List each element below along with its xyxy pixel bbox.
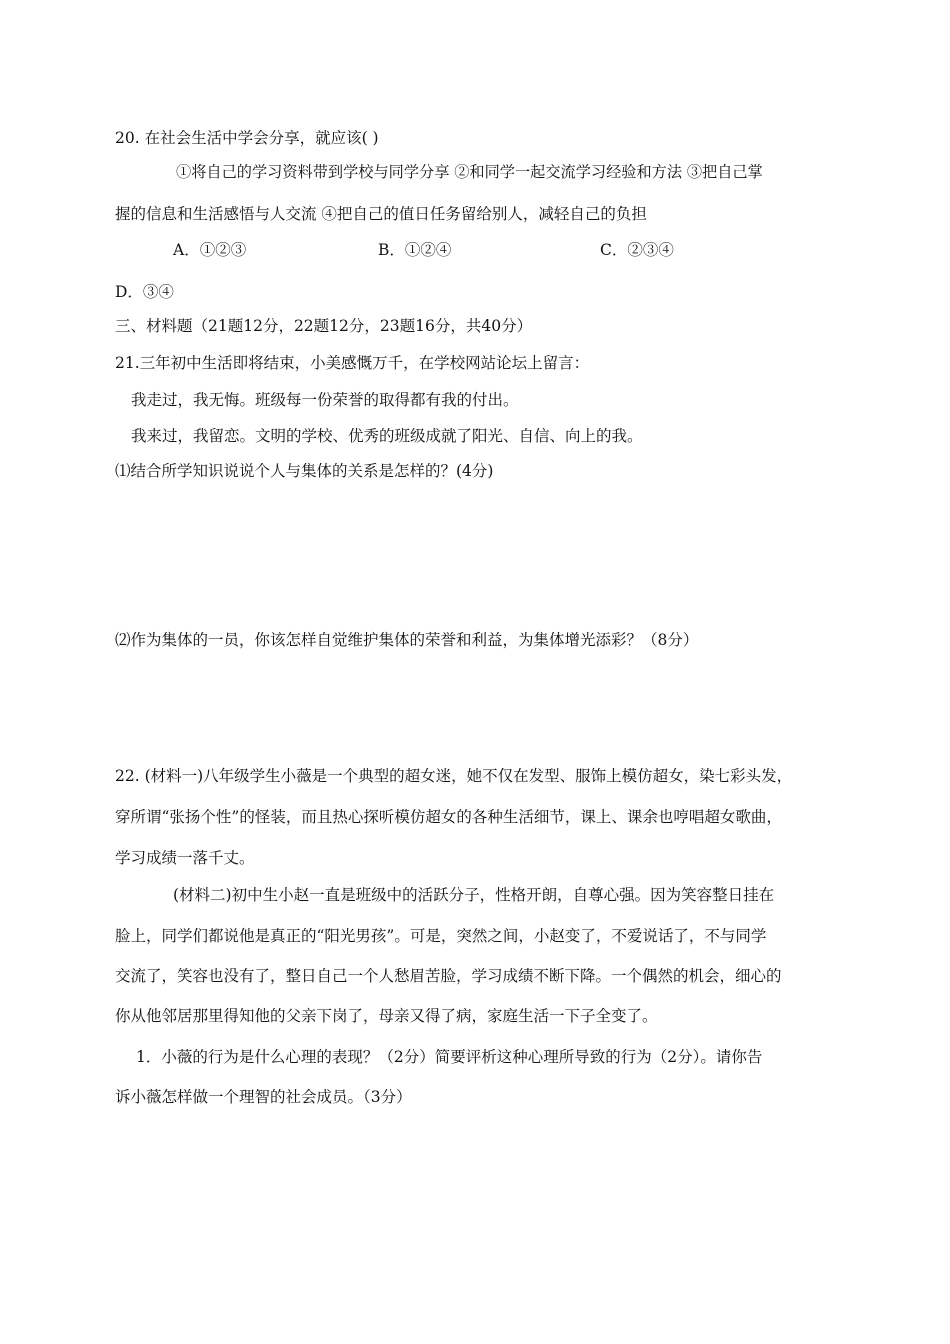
q22-material2-line2: 脸上，同学们都说他是真正的“阳光男孩”。可是，突然之间，小赵变了，不爱说话了，不与同学 xyxy=(115,927,767,945)
q22-material2-line3: 交流了，笑容也没有了，整日自己一个人愁眉苦脸，学习成绩不断下降。一个偶然的机会，细心的 xyxy=(115,967,782,985)
q21-sub-question1: ⑴结合所学知识说说个人与集体的关系是怎样的？(4分) xyxy=(115,462,494,480)
q20-stem: 20. 在社会生活中学会分享，就应该( ) xyxy=(115,129,379,147)
q22-sub-question1-line1: 1．小薇的行为是什么心理的表现？（2分）简要评析这种心理所导致的行为（2分）。请你告 xyxy=(136,1048,763,1066)
q20-option-c: C．②③④ xyxy=(600,241,674,259)
q22-material1-line2: 穿所谓“张扬个性”的怪装，而且热心探听模仿超女的各种生活细节，课上、课余也哼唱超女歌曲， xyxy=(115,808,782,826)
q21-stem: 21.三年初中生活即将结束，小美感慨万千，在学校网站论坛上留言： xyxy=(115,354,590,372)
section-3-heading: 三、材料题（21题12分，22题12分，23题16分，共40分） xyxy=(115,317,533,335)
q20-option-a: A．①②③ xyxy=(173,241,247,259)
q22-material2-line1: (材料二)初中生小赵一直是班级中的活跃分子，性格开朗，自尊心强。因为笑容整日挂在 xyxy=(173,886,775,904)
q20-statement-line2: 握的信息和生活感悟与人交流 ④把自己的值日任务留给别人，减轻自己的负担 xyxy=(115,205,647,223)
q20-option-d: D．③④ xyxy=(115,283,174,301)
q20-statement-line1: ①将自己的学习资料带到学校与同学分享 ②和同学一起交流学习经验和方法 ③把自己掌 xyxy=(176,163,763,181)
q22-material1-line1: 22. (材料一)八年级学生小薇是一个典型的超女迷，她不仅在发型、服饰上模仿超女，染七彩头发， xyxy=(115,767,793,785)
q22-material2-line4: 你从他邻居那里得知他的父亲下岗了，母亲又得了病，家庭生活一下子全变了。 xyxy=(115,1007,658,1025)
q21-quote1: 我走过，我无悔。班级每一份荣誉的取得都有我的付出。 xyxy=(131,391,519,409)
q20-option-b: B．①②④ xyxy=(378,241,452,259)
q21-quote2: 我来过，我留恋。文明的学校、优秀的班级成就了阳光、自信、向上的我。 xyxy=(131,427,643,445)
q22-sub-question1-line2: 诉小薇怎样做一个理智的社会成员。（3分） xyxy=(115,1088,412,1106)
q21-sub-question2: ⑵作为集体的一员，你该怎样自觉维护集体的荣誉和利益，为集体增光添彩？（8分） xyxy=(115,631,699,649)
q22-material1-line3: 学习成绩一落千丈。 xyxy=(115,849,255,867)
